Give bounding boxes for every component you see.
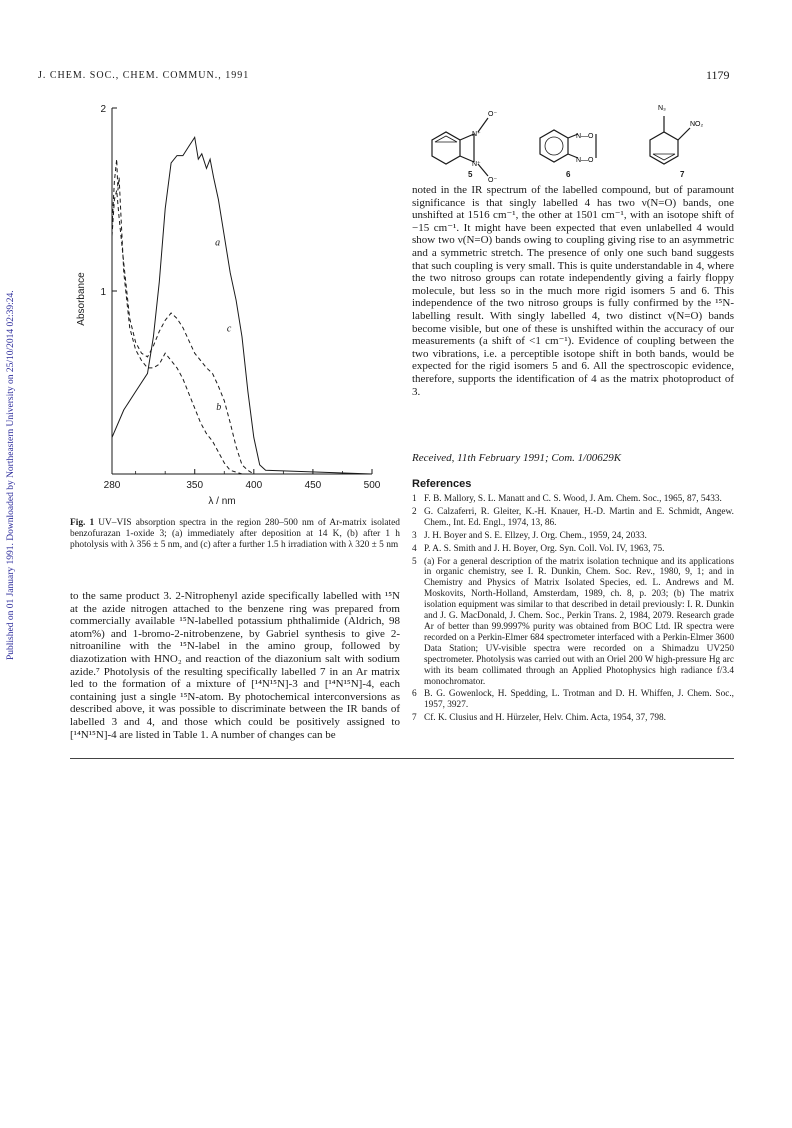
atom-o-top: O⁻ — [488, 111, 498, 118]
x-tick-label: 350 — [186, 480, 204, 491]
atom-n3: N₃ — [658, 105, 666, 112]
reference-number: 7 — [412, 713, 417, 724]
structure-7 — [650, 116, 690, 164]
atom-n2: N⁺ — [472, 161, 481, 168]
series-a-line — [112, 137, 372, 474]
reference-number: 1 — [412, 494, 417, 504]
reference-text: G. Calzaferri, R. Gleiter, K.-H. Knauer, H.-D. Martin and E. Schmidt, Angew. Chem., Int. Ed. Engl., 1974, 13, 86. — [424, 506, 734, 528]
right-paragraph: noted in the IR spectrum of the labelled compound, but of paramount significance is that singly labelled 4 has two ν(N=O) bands, one unshifted at 1516 cm⁻¹, the other at 1501 cm⁻¹, with an isotope shift of −15 cm⁻¹. It might have been expected that even unlabelled 4 would show two ν(N=O) bands owing to coupling giving rise to an asymmetric and a symmetric stretch. The presence of only one such band suggests that such coupling is very small. This is quite understandable in 4, where the two nitroso groups can rotate independently giving a fairly floppy molecule, but less so in the much more rigid isomers 5 and 6. This independence of the two nitroso groups is fully confirmed by the ¹⁵N-labelling result. With singly labelled 4, two distinct ν(N=O) bands become visible, but one of these is unshifted within the accuracy of our measurements (a shift of <1 cm⁻¹). Evidence of coupling between the two vibrations, i.e. a perceptible isotope shift in both bands, would be expected for the rigid isomers 5 and 6. All the spectroscopic evidence, therefore, supports the identification of 4 as the matrix photoproduct of 3. — [412, 184, 734, 398]
structure-label-6: 6 — [566, 170, 571, 179]
reference-item — [412, 544, 734, 555]
reference-item — [412, 713, 734, 724]
series-b-line — [112, 159, 372, 474]
y-axis-label: Absorbance — [76, 272, 87, 326]
atom-o-bottom: O⁻ — [488, 177, 498, 182]
running-header: J. CHEM. SOC., CHEM. COMMUN., 1991 — [38, 70, 250, 81]
figure-label: Fig. 1 — [70, 518, 95, 528]
left-column — [70, 590, 400, 741]
reference-text: J. H. Boyer and S. E. Ellzey, J. Org. Chem., 1959, 24, 2033. — [424, 530, 647, 541]
uv-vis-chart — [60, 96, 390, 506]
atom-no-top: N—O — [576, 133, 594, 140]
reference-text: (a) For a general description of the matrix isolation technique and its applications in organic chemistry, see I. R. Dunkin, Chem. Soc. Rev., 1980, 9, 1; and in Chemistry and Physics of Matrix Isolated Species, ed. L. Andrews and M. Moskovits, North-Holland, Amsterdam, 1989, ch. 8, p. 203; (b) The matrix isolation equipment was similar to that described in detail previously: I. R. Dunkin and J. G. MacDonald, J. Chem. Soc., Perkin Trans. 2, 1984, 2079. Research grade Ar of better than 99.9997% purity was obtained from BOC Ltd. IR spectra were recorded on a Perkin-Elmer 684 spectrometer interfaced with a Perkin-Elmer 3600 Data Station; UV-visible spectra were recorded on a Shimadzu UV250 spectrometer. Photolysis was carried out with an Oriel 200 W high-pressure Hg arc with its beam collimated through an Applied Photophysics high radiance f/3.4 monochromator. — [424, 556, 734, 687]
y-tick-label: 2 — [100, 104, 106, 115]
reference-number: 6 — [412, 689, 417, 700]
atom-no-bottom: N—O — [576, 157, 594, 164]
references-list — [412, 494, 734, 726]
reference-number: 5 — [412, 556, 417, 567]
reference-number: 2 — [412, 506, 417, 517]
reference-number: 3 — [412, 530, 417, 541]
reference-item — [412, 494, 734, 505]
atom-no2: NO₂ — [690, 121, 704, 128]
figure-caption-text: UV–VIS absorption spectra in the region 280–500 nm of Ar-matrix isolated benzofurazan 1-oxide 3; (a) immediately after deposition at 14 K, (b) after 1 h photolysis with λ 356 ± 5 nm, and (c) after a further 1.5 h irradiation with λ 320 ± 5 nm — [70, 518, 400, 550]
structure-label-7: 7 — [680, 170, 685, 179]
figure-caption — [70, 518, 400, 551]
download-notice: Published on 01 January 1991. Downloaded by Northeastern University on 25/10/2014 02:39:24. — [6, 290, 16, 660]
reference-item — [412, 557, 734, 688]
series-label-a: a — [215, 237, 221, 249]
atom-n1: N⁺ — [472, 131, 481, 138]
x-axis-label: λ / nm — [208, 496, 236, 506]
series-label-b: b — [216, 401, 222, 413]
reference-item — [412, 531, 734, 542]
x-tick-label: 450 — [304, 480, 322, 491]
x-tick-label: 280 — [103, 480, 121, 491]
reference-item — [412, 689, 734, 711]
reference-text: Cf. K. Clusius and H. Hürzeler, Helv. Chim. Acta, 1954, 37, 798. — [424, 713, 667, 724]
series-c-line — [112, 190, 372, 474]
references-heading: References — [412, 478, 472, 490]
footer-rule — [70, 758, 734, 759]
left-paragraph: to the same product 3. 2-Nitrophenyl azide specifically labelled with ¹⁵N at the azide nitrogen attached to the benzene ring was prepared from commercially available ¹⁵N-labelled potassium phthalimide (Aldrich, 98 atom%) and 1-bromo-2-nitrobenzene, by Gabriel synthesis to give 2-nitroaniline with the ¹⁵N-label in the amino group, followed by diazotization with HNO₂ and reaction of the diazonium salt with sodium azide.⁷ Photolysis of the resulting specifically labelled 7 in an Ar matrix led to the formation of a mixture of [¹⁴N¹⁵N]-3 and [¹⁴N¹⁵N]-4, each containing just a single ¹⁵N-atom. By photochemical interconversions as described above, it was possible to discriminate between the IR bands of labelled 3 and 4, and those which could be positively assigned to [¹⁴N¹⁵N]-4 are listed in Table 1. A number of changes can be — [70, 590, 400, 741]
right-column — [412, 184, 734, 398]
structure-label-5: 5 — [468, 170, 473, 179]
chart-series — [112, 137, 372, 474]
x-tick-label: 500 — [363, 480, 381, 491]
reference-number: 4 — [412, 543, 417, 554]
y-tick-label: 1 — [100, 287, 106, 298]
structure-diagrams — [412, 96, 734, 182]
chart-labels — [76, 104, 381, 506]
page-number: 1179 — [706, 68, 730, 82]
chart-axes — [112, 108, 372, 474]
reference-text: P. A. S. Smith and J. H. Boyer, Org. Syn. Coll. Vol. IV, 1963, 75. — [424, 543, 665, 554]
x-tick-label: 400 — [245, 480, 263, 491]
reference-item — [412, 507, 734, 529]
reference-text: F. B. Mallory, S. L. Manatt and C. S. Wood, J. Am. Chem. Soc., 1965, 87, 5433. — [424, 494, 722, 504]
series-label-c: c — [226, 323, 232, 335]
reference-text: B. G. Gowenlock, H. Spedding, L. Trotman and D. H. Whiffen, J. Chem. Soc., 1957, 3927. — [424, 689, 734, 711]
received-line: Received, 11th February 1991; Com. 1/00629K — [412, 452, 622, 464]
